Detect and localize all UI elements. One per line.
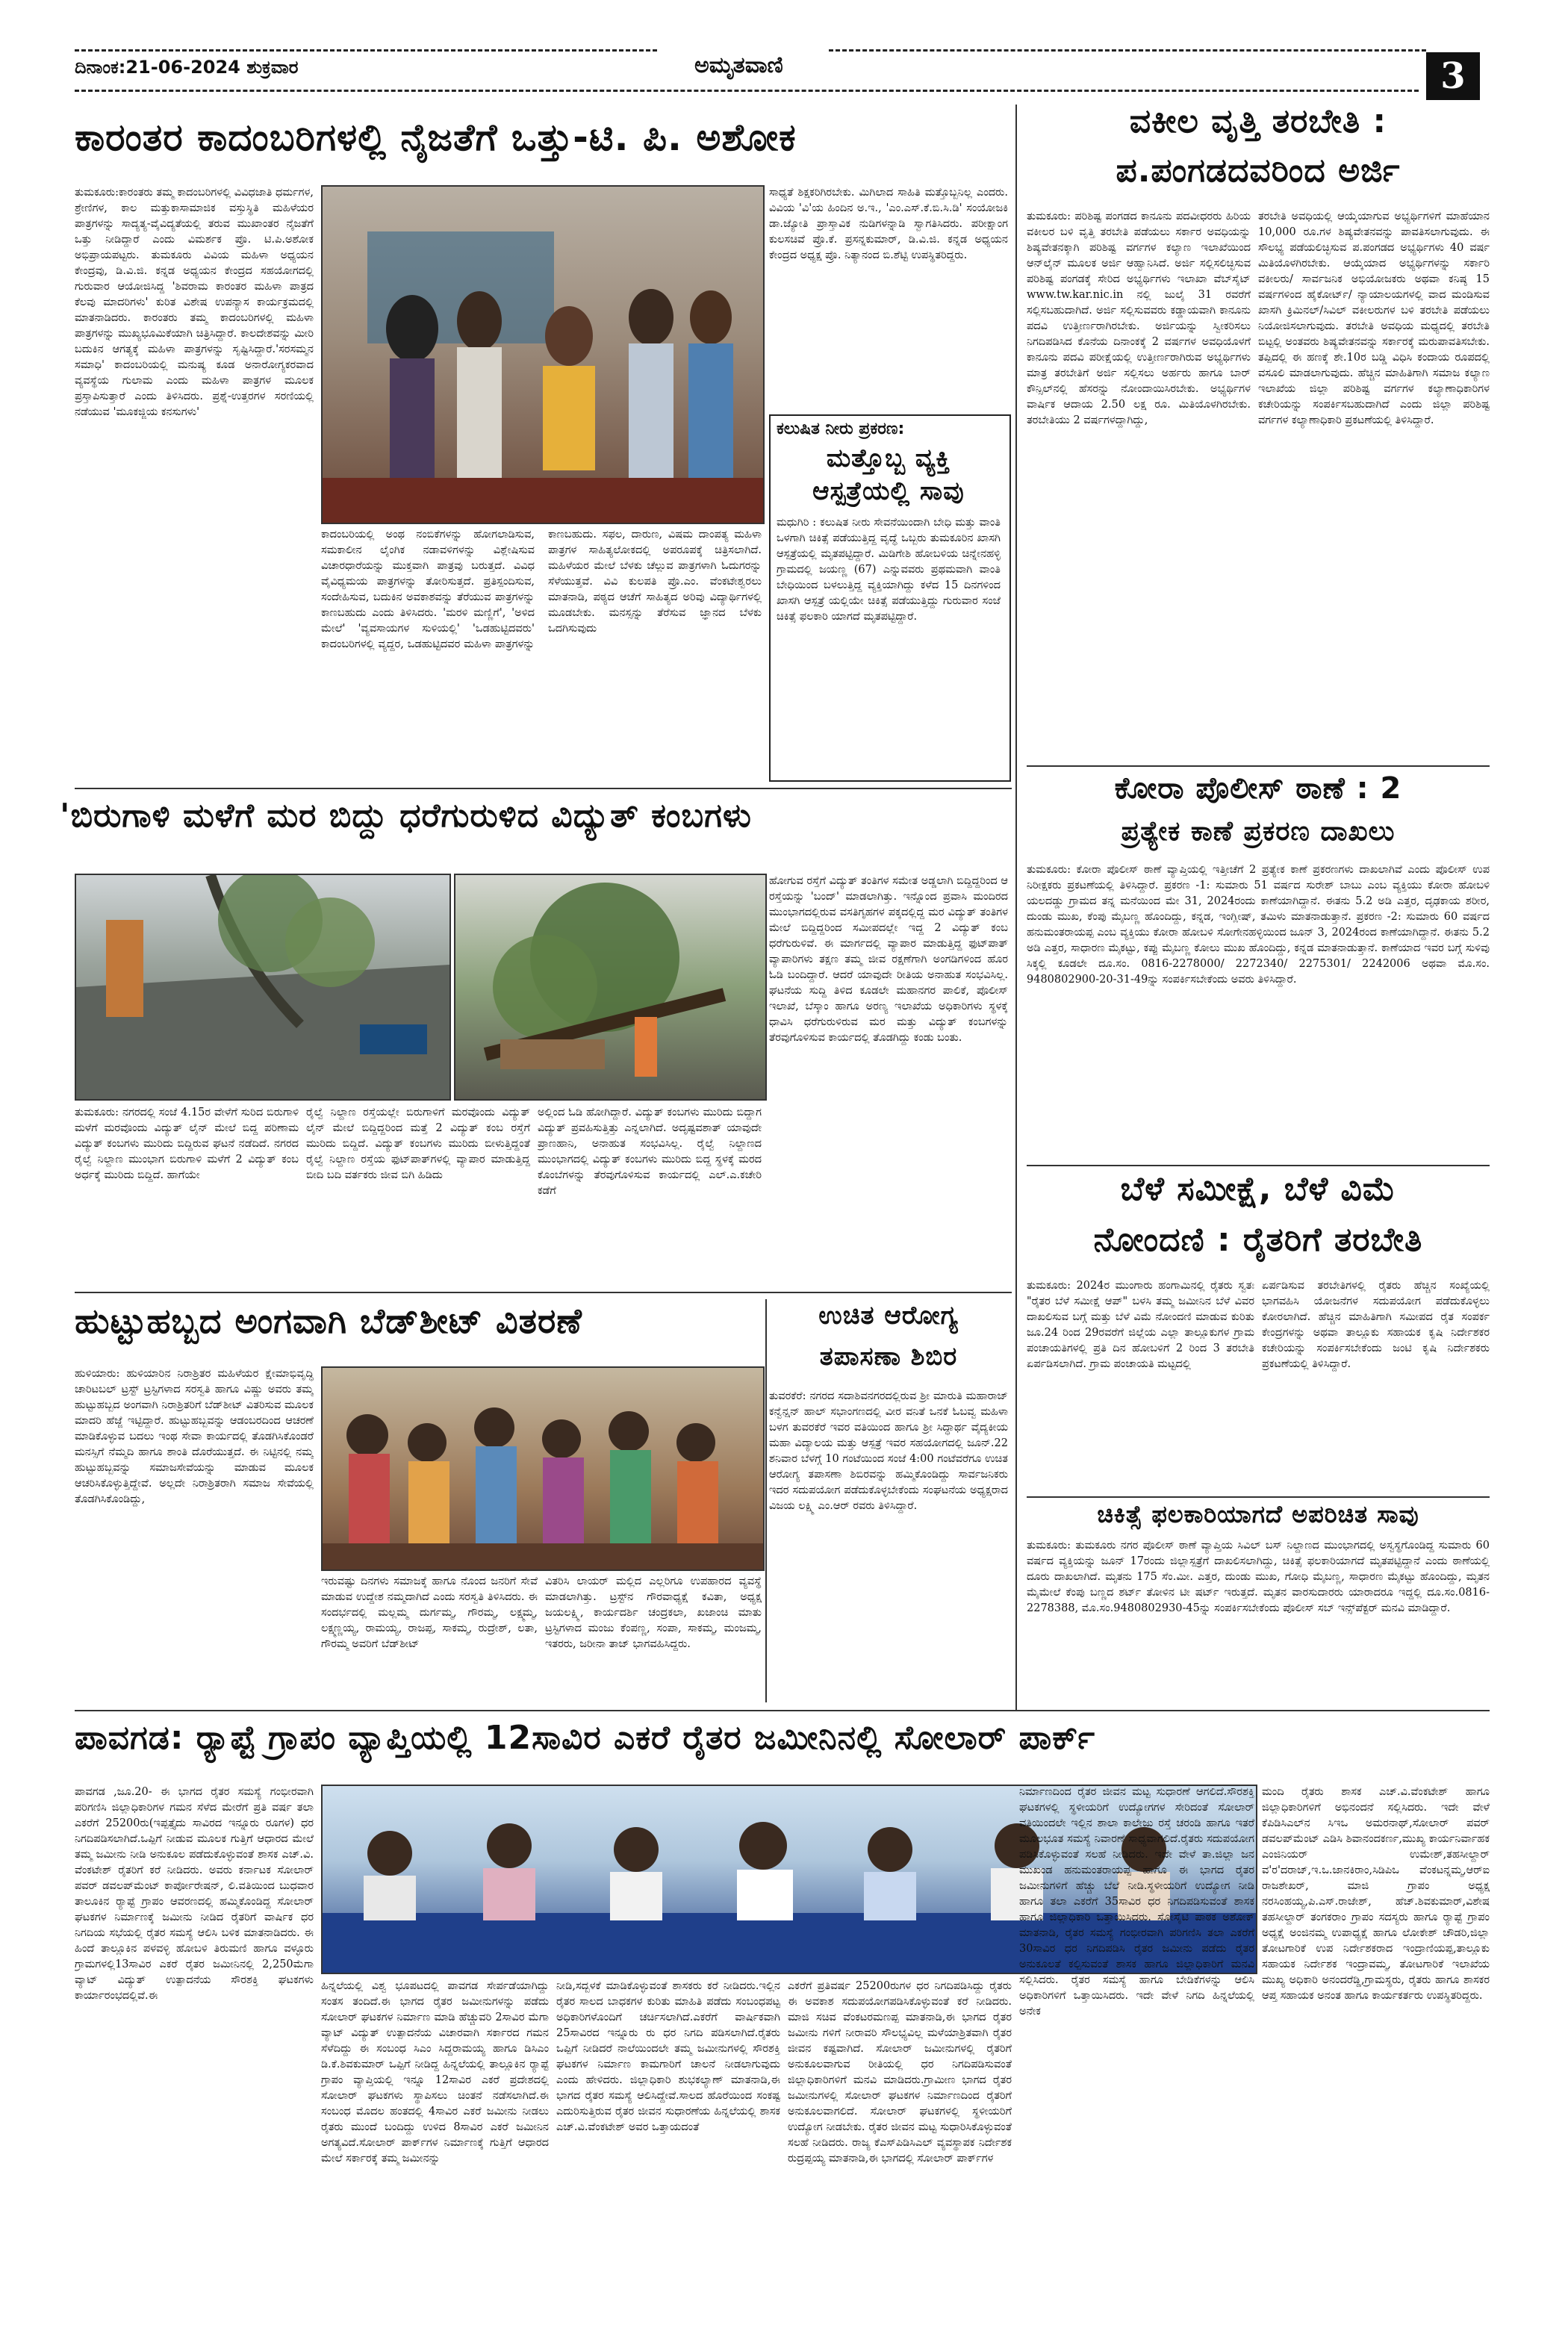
article-kora-headline-1: ಕೋರಾ ಪೊಲೀಸ್ ಠಾಣೆ : 2 [1114, 771, 1402, 806]
top-dashed-rule-left [75, 49, 657, 52]
article-death-body: ತುಮಕೂರು: ತುಮಕೂರು ನಗರ ಪೊಲೀಸ್ ಠಾಣೆ ವ್ಯಾಪ್ತಿಯ ಸಿವಿಲ್ ಬಸ್ ನಿಲ್ದಾಣದ ಮುಂಭಾಗದಲ್ಲಿ ಅಸ್ವಸ್ಥಗೊಂಡಿದ್ದ ಸುಮಾರು 60 ವರ್ಷದ ವ್ಯಕ್ತಿಯನ್ನು ಜೂನ್ 17ರಂದು ಜಿಲ್ಲಾಸ್ಪತ್ರೆಗೆ ದಾಖಲಿಸಲಾಗಿದ್ದು, ಚಿಕಿತ್ಸೆ ಫಲಕಾರಿಯಾಗದೆ ಮೃತಪಟ್ಟಿದ್ದಾನೆ ಎಂದು ಠಾಣೆಯಲ್ಲಿ ದೂರು ದಾಖಲಾಗಿದೆ. ಮೃತನು 175 ಸೆಂ.ಮೀ. ಎತ್ತರ, ದುಂಡು ಮುಖ, ಗೋಧಿ ಮೈಬಣ್ಣ, ಸಾಧಾರಣ ಮೈಕಟ್ಟು ಹೊಂದಿದ್ದು, ಮೃತನ ಮೈಮೇಲೆ ಕೆಂಪು ಬಣ್ಣದ ಶರ್ಟ್ ತೋಳಿನ ಟೀ ಷರ್ಟ್ ಇರುತ್ತದೆ. ಮೃತನ ವಾರಸುದಾರರು ಯಾರಾದರೂ ಇದ್ದಲ್ಲಿ ದೂ.ಸಂ.0816-2278388, ಮೊ.ಸಂ.9480802930-45ನ್ನು ಸಂಪರ್ಕಿಸಬೇಕೆಂದು ಪೊಲೀಸ್ ಸಬ್ ಇನ್ಸ್‌ಪೆಕ್ಟರ್ ಮನವಿ ಮಾಡಿದ್ದಾರೆ. [1027, 1540, 1490, 1614]
article-solar-col6: ಮಂದಿ ರೈತರು ಶಾಸಕ ಎಚ್.ವಿ.ವೆಂಕಟೇಶ್ ಹಾಗೂ ಜಿಲ್ಲಾಧಿಕಾರಿಗಳಿಗೆ ಅಭಿನಂದನೆ ಸಲ್ಲಿಸಿದರು. ಇದೇ ವೇಳೆ ಕೆಪಿಡಿಸಿಎಲ್‌ನ ಸಿಇಒ ಅಮರನಾಥ್,ಸೋಲಾರ್ ಪವರ್ ಡವಲಪ್‌ಮೆಂಟ್ ಎಡಿಸಿ ಶಿವಾನಂದಕರ್ಣ,ಮುಖ್ಯ ಕಾರ್ಯನಿರ್ವಾಹಕ ಎಂಜಿನಿಯರ್ ಉಮೇಶ್,ತಹಸೀಲ್ದಾರ್ ವ'ರ'ದರಾಜ್,ಇ.ಒ.ಜಾನಕಿರಾಂ,ಸಿಡಿಪಿಒ ವೆಂಕಟನ್ನಮ್ಮ,ಆರ್‌ಐ ರಾಜಶೇಖರ್, ಮಾಜಿ ಗ್ರಾಪಂ ಅಧ್ಯಕ್ಷ ನರಸಿಂಹಯ್ಯ,ಪಿ.ಎಸ್.ರಾಜೇಶ್, ಹೆಚ್.ಶಿವಕುಮಾರ್,ವಿಶೇಷ ತಹಸೀಲ್ದಾರ್ ತಂಗಕರಾಂ ಗ್ರಾಪಂ ಸದಸ್ಯರು ಹಾಗೂ ರ‍್ಯಾಪ್ಟೆ ಗ್ರಾಪಂ ಅಧ್ಯಕ್ಷೆ ಅಂಜಿನಮ್ಮ ಉಪಾಧ್ಯಕ್ಷೆ ಹಾಗೂ ಲೋಕೇಶ್ ಚೌಡರಿ,ಜಿಲ್ಲಾ ತೋಟಗಾರಿಕೆ ಉಪ ನಿರ್ದೇಶಕರಾದ ಇಂದ್ರಾಣಿಯಪ್ಪ,ತಾಲ್ಲೂಕು ಸಹಾಯಕ ನಿರ್ದೇಶಕ ಇಂದ್ರಾವಮ್ಮ, ತೋಟಗಾರಿಕೆ ಇಲಾಖೆಯ ಮುಖ್ಯ ಅಧಿಕಾರಿ ಅನಂದರೆಡ್ಡಿ,ಗ್ರಾಮಸ್ಥರು, ರೈತರು ಹಾಗೂ ಶಾಸಕರ ಆಪ್ತ ಸಹಾಯಕ ಅನಂತ ಹಾಗೂ ಕಾರ್ಯಕರ್ತರು ಉಪಸ್ಥಿತರಿದ್ದರು. [1262, 1786, 1490, 2002]
top-dashed-rule-right [829, 49, 1426, 52]
event-photo [321, 185, 765, 524]
article-health-headline-1: ಉಚಿತ ಆರೋಗ್ಯ [818, 1301, 959, 1331]
article-karanth-below-photo: ಕಾದಂಬರಿಯಲ್ಲಿ ಅಂಥ ನಂಬಿಕೆಗಳನ್ನು ಹೋಗಲಾಡಿಸುವ, ಸಮಕಾಲೀನ ಲೈಂಗಿಕ ನಡಾವಳಿಗಳನ್ನು ವಿಶ್ಲೇಷಿಸುವ ವಿಚಾರಧಾರೆಯನ್ನು ಮುಕ್ತವಾಗಿ ಪಾತ್ರವು ಬರುತ್ತದೆ. ವಿವಿಧ ವೈವಿಧ್ಯಮಯ ಪಾತ್ರಗಳನ್ನು ತೋರಿಸುತ್ತದೆ. ಪ್ರತಿಸ್ಪಂದಿಸುವ, ಸಂದೇಹಿಸುವ, ಬದುಕಿನ ಅವಕಾಶವನ್ನು ತೆರೆಯುವ ಪಾತ್ರಗಳನ್ನು ಕಾಣಬಹುದು ಎಂದು ತಿಳಿಸಿದರು. 'ಮರಳಿ ಮಣ್ಣಿಗೆ', 'ಅಳಿದ ಮೇಲೆ' 'ವ್ಯವಸಾಯಗಳ ಸುಳಿಯಲ್ಲಿ' 'ಒಡಹುಟ್ಟಿದವರು' ಕಾದಂಬರಿಗಳಲ್ಲಿ ವ್ಯದ್ದರ, ಒಡಹುಟ್ಟಿದವರ ಮಹಿಳಾ ಪಾತ್ರಗಳನ್ನು ಕಾಣಬಹುದು. ಸಫಲ, ದಾರುಣ, ವಿಷಮ ದಾಂಪತ್ಯ ಮಹಿಳಾ ಪಾತ್ರಗಳ ಸಾಹಿತ್ಯಲೋಕದಲ್ಲಿ ಅಪರೂಪಕ್ಕೆ ಚಿತ್ರಿಸಲಾಗಿದೆ. ಮಹಿಳೆಯರ ಮೇಲೆ ಬೆಳಕು ಚೆಲ್ಲುವ ಪಾತ್ರಗಳಾಗಿ ಓದುಗರನ್ನು ಸೆಳೆಯುತ್ತವೆ. ವಿವಿ ಕುಲಪತಿ ಪ್ರೊ.ಎಂ. ವೆಂಕಟೇಶ್ವರಲು ಮಾತನಾಡಿ, ಪಠ್ಯದ ಆಚೆಗೆ ಸಾಹಿತ್ಯದ ಅರಿವು ವಿದ್ಯಾರ್ಥಿಗಳಲ್ಲಿ ಮೂಡಬೇಕು. ಮನಸ್ಸನ್ನು ತೆರೆಸುವ ಜ್ಞಾನದ ಬೆಳಕು ಒದಗಿಸುವುದು [321, 529, 762, 650]
article-lawyer-headline-2: ಪ.ಪಂಗಡದವರಿಂದ ಅರ್ಜಿ [1116, 152, 1401, 190]
column-rule-right [1015, 105, 1017, 1710]
rule-under-kora [1027, 1165, 1490, 1166]
article-solar-col1: ಪಾವಗಡ ,ಜೂ.20- ಈ ಭಾಗದ ರೈತರ ಸಮಸ್ಯೆ ಗಂಭೀರವಾಗಿ ಪರಿಗಣಿಸಿ ಜಿಲ್ಲಾಧಿಕಾರಿಗಳ ಗಮನ ಸೆಳೆದ ಮೇರೆಗೆ ಪ್ರತಿ ವರ್ಷ ತಲಾ ಎಕರೆಗೆ 25200ರು(ಇಪ್ಪತ್ತೈದು ಸಾವಿರದ ಇನ್ನೂರು ರೂಗಳ) ಧರ ನಿಗದಿಪಡಿಸಲಾಗಿದೆ.ಒಪ್ಪಿಗೆ ನೀಡುವ ಮೂಲಕ ಗುತ್ತಿಗೆ ಆಧಾರದ ಮೇಲೆ ತಮ್ಮ ಜಮೀನು ನೀಡಿ ಅನುಕೂಲ ಪಡೆದುಕೊಳ್ಳುವಂತೆ ಶಾಸಕ ಎಚ್.ವಿ. ವೆಂಕಟೇಶ್ ರೈತರಿಗೆ ಕರೆ ನೀಡಿದರು. ಅವರು ಕರ್ನಾಟಕ ಸೋಲಾರ್ ಪವರ್ ಡವಲಪ್‌ಮೆಂಟ್ ಕಾರ್ಪೋರೇಷನ್, ಲಿ.ವತಿಯಿಂದ ಬುಧವಾರ ತಾಲೂಕಿನ ರ‍್ಯಾಪ್ಟೆ ಗ್ರಾಪಂ ಆವರಣದಲ್ಲಿ ಹಮ್ಮಿಕೊಂಡಿದ್ದ ಸೋಲಾರ್ ಘಟಕಗಳ ನಿರ್ಮಾಣಕ್ಕೆ ಜಮೀನು ನೀಡಿದ ರೈತರಿಗೆ ವಾರ್ಷಿಕ ಧರ ನಿಗದಿಯ ಸಭೆಯಲ್ಲಿ ರೈತರ ಸಮಸ್ಯೆ ಆಲಿಸಿ ಬಳಿಕ ಮಾತನಾಡಿದರು. ಈ ಹಿಂದೆ ತಾಲ್ಲೂಕಿನ ಪಳವಳ್ಳಿ ಹೋಬಳಿ ತಿರುಮಣಿ ಹಾಗೂ ವಳ್ಳೂರು ಗ್ರಾಮಗಳಲ್ಲಿ13ಸಾವಿರ ಎಕರೆ ರೈತರ ಜಮೀನಿನಲ್ಲಿ 2,250ಮೆಗಾ ವ್ಯಾಟ್ ವಿದ್ಯುತ್ ಉತ್ಪಾದನೆಯ ಸೌರಶಕ್ತಿ ಘಟಕಗಳು ಕಾರ್ಯಾರಂಭದಲ್ಲಿವೆ.ಈ [75, 1786, 314, 2002]
article-bedsheet-headline: ಹುಟ್ಟುಹಬ್ಬದ ಅಂಗವಾಗಿ ಬೆಡ್‌ಶೀಟ್ ವಿತರಣೆ [75, 1301, 582, 1341]
newspaper-name: ಅಮೃತವಾಣಿ [694, 52, 783, 78]
page-number: 3 [1426, 52, 1480, 100]
article-storm-headline: 'ಬಿರುಗಾಳಿ ಮಳೆಗೆ ಮರ ಬಿದ್ದು ಧರೆಗುರುಳಿದ ವಿದ್ಯುತ್ ಕಂಬಗಳು [60, 797, 752, 835]
article-crop-col1: ತುಮಕೂರು: 2024ರ ಮುಂಗಾರು ಹಂಗಾಮಿನಲ್ಲಿ ರೈತರು ಸ್ವತಃ "ರೈತರ ಬೆಳೆ ಸಮೀಕ್ಷೆ ಆಪ್" ಬಳಸಿ ತಮ್ಮ ಜಮೀನಿನ ಬೆಳೆ ವಿವರ ದಾಖಲಿಸುವ ಬಗ್ಗೆ ಮತ್ತು ಬೆಳೆ ವಿಮೆ ನೋಂದಣಿ ಮಾಡುವ ಕುರಿತು ಜೂ.24 ರಿಂದ 29ರವರೆಗೆ ಜಿಲ್ಲೆಯ ಎಲ್ಲಾ ತಾಲ್ಲೂಕುಗಳ ಗ್ರಾಮ ಪಂಚಾಯತಿಗಳಲ್ಲಿ ಪ್ರತಿ ದಿನ ಹೋಬಳಿಗೆ 2 ರಿಂದ 3 ತರಬೇತಿ ಏರ್ಪಡಿಸಲಾಗಿದೆ. ಗ್ರಾಮ ಪಂಚಾಯತಿ ಮಟ್ಟದಲ್ಲಿ [1027, 1280, 1254, 1370]
article-karanth-headline: ಕಾರಂತರ ಕಾದಂಬರಿಗಳಲ್ಲಿ ನೈಜತೆಗೆ ಒತ್ತು-ಟಿ. ಪಿ. ಅಶೋಕ [75, 116, 797, 159]
bedsheet-photo [321, 1366, 765, 1571]
article-health-headline-2: ತಪಾಸಣಾ ಶಿಬಿರ [819, 1342, 958, 1372]
article-death-headline: ಚಿಕಿತ್ಸೆ ಫಲಕಾರಿಯಾಗದೆ ಅಪರಿಚಿತ ಸಾವು [1097, 1500, 1419, 1528]
rule-under-crop [1027, 1496, 1490, 1498]
article-solar-headline: ಪಾವಗಡ: ರ‍್ಯಾಪ್ಟೆ ಗ್ರಾಪಂ ವ್ಯಾಪ್ತಿಯಲ್ಲಿ 12ಸಾವಿರ ಎಕರೆ ರೈತರ ಜಮೀನಿನಲ್ಲಿ ಸೋಲಾರ್ ಪಾರ್ಕ್ [75, 1719, 1096, 1757]
issue-date: ದಿನಾಂಕ:21-06-2024 ಶುಕ್ರವಾರ [75, 57, 299, 78]
storm-photo-right-art [455, 875, 765, 1099]
article-storm-col3: ಅಲ್ಲಿಂದ ಓಡಿ ಹೋಗಿದ್ದಾರೆ. ವಿದ್ಯುತ್ ಕಂಬಗಳು ಮುರಿದು ಬಿದ್ದಾಗ ವಿದ್ಯುತ್ ಪ್ರವಹಿಸುತ್ತಿತ್ತು ಎನ್ನಲಾಗಿದೆ. ಅದೃಷ್ಟವಶಾತ್ ಯಾವುದೇ ಪ್ರಾಣಹಾನಿ, ಅನಾಹುತ ಸಂಭವಿಸಿಲ್ಲ. ರೈಲ್ವೆ ನಿಲ್ದಾಣದ ಮುಂಭಾಗದಲ್ಲಿ ವಿದ್ಯುತ್ ಕಂಬಗಳು ಮುರಿದು ಬಿದ್ದ ಸ್ಥಳಕ್ಕೆ ಮರದ ಕೊಂಬೆಗಳನ್ನು ತೆರವುಗೊಳಿಸುವ ಕಾರ್ಯದಲ್ಲಿ ಎಲ್.ಎ.ಕಚೇರಿ ಕಡೆಗೆ [538, 1107, 762, 1197]
article-solar-col3: ನೀಡಿ,ಸದ್ಬಳಕೆ ಮಾಡಿಕೊಳ್ಳುವಂತೆ ಶಾಸಕರು ಕರೆ ನೀಡಿದರು.ಇಲ್ಲಿನ ರೈತರ ಸಾಲದ ಬಾಧಕಗಳ ಕುರಿತು ಮಾಹಿತಿ ಪಡೆದು ಸಂಬಂಧಪಟ್ಟ ಅಧಿಕಾರಿಗಳೊಂದಿಗೆ ಚರ್ಚಿಸಲಾಗಿದೆ.ಎಕರೆಗೆ ವಾರ್ಷಿಕವಾಗಿ 25ಸಾವಿರದ ಇನ್ನೂರು ರು ಧರ ನಿಗದಿ ಪಡಿಸಲಾಗಿದೆ.ರೈತರು ಒಪ್ಪಿಗೆ ನೀಡಿದರೆ ನಾಲೆಯಿಂದಲೇ ತಮ್ಮ ಜಮೀನುಗಳಲ್ಲಿ ಸೌರಶಕ್ತಿ ಘಟಕಗಳ ನಿರ್ಮಾಣ ಕಾಮಗಾರಿಗೆ ಚಾಲನೆ ನೀಡಲಾಗುವುದು ಎಂದು ಹೇಳಿದರು. ಜಿಲ್ಲಾಧಿಕಾರಿ ಶುಭಕಲ್ಯಾಣ್ ಮಾತನಾಡಿ,ಈ ಭಾಗದ ರೈತರ ಸಮಸ್ಯೆ ಆಲಿಸಿದ್ದೇವೆ.ಸಾಲದ ಹೊರೆಯಿಂದ ಸಂಕಷ್ಟ ಎದುರಿಸುತ್ತಿರುವ ರೈತರ ಜೀವನ ಸುಧಾರಣೆಯ ಹಿನ್ನಲೆಯಲ್ಲಿ ಶಾಸಕ ಎಚ್.ವಿ.ವೆಂಕಟೇಶ್ ಅವರ ಒತ್ತಾಯದಂತೆ [556, 1980, 780, 2133]
article-crop-headline-2: ನೋಂದಣಿ : ರೈತರಿಗೆ ತರಬೇತಿ [1093, 1221, 1423, 1259]
rule-under-row [75, 1710, 1490, 1711]
article-kora-body: ತುಮಕೂರು: ಕೋರಾ ಪೊಲೀಸ್ ಠಾಣೆ ವ್ಯಾಪ್ತಿಯಲ್ಲಿ ಇತ್ತೀಚೆಗೆ 2 ಪ್ರತ್ಯೇಕ ಕಾಣೆ ಪ್ರಕರಣಗಳು ದಾಖಲಾಗಿವೆ ಎಂದು ಪೊಲೀಸ್ ಉಪ ನಿರೀಕ್ಷಕರು ಪ್ರಕಟಣೆಯಲ್ಲಿ ತಿಳಿಸಿದ್ದಾರೆ. ಪ್ರಕರಣ -1: ಸುಮಾರು 51 ವರ್ಷದ ಸುರೇಶ್ ಬಾಬು ಎಂಬ ವ್ಯಕ್ತಿಯು ಕೋರಾ ಹೋಬಳಿ ಯಲದಡ್ಡು ಗ್ರಾಮದ ತನ್ನ ಮನೆಯಿಂದ ಮೇ 31, 2024ರಂದು ಕಾಣೆಯಾಗಿದ್ದಾನೆ. ಈತನು 5.2 ಅಡಿ ಎತ್ತರ, ದೃಢಕಾಯ ಶರೀರ, ದುಂಡು ಮುಖ, ಕೆಂಪು ಮೈಬಣ್ಣ ಹೊಂದಿದ್ದು, ಕನ್ನಡ, ಇಂಗ್ಲೀಷ್, ತಮಿಳು ಮಾತನಾಡುತ್ತಾನೆ. ಪ್ರಕರಣ -2: ಸುಮಾರು 60 ವರ್ಷದ ಹನುಮಂತರಾಯಪ್ಪ ಎಂಬ ವ್ಯಕ್ತಿಯು ಕೋರಾ ಹೋಬಳಿ ಸೋಗೇನಹಳ್ಳಿಯಿಂದ ಜೂನ್ 3, 2024ರಂದ ಕಾಣೆಯಾಗಿದ್ದಾನೆ. ಈತನು 5.2 ಅಡಿ ಎತ್ತರ, ಸಾಧಾರಣ ಮೈಕಟ್ಟು, ಕಪ್ಪು ಮೈಬಣ್ಣ ಕೋಲು ಮುಖ ಹೊಂದಿದ್ದು, ಕನ್ನಡ ಮಾತನಾಡುತ್ತಾನೆ. ಕಾಣೆಯಾದ ಇವರ ಬಗ್ಗೆ ಸುಳಿವು ಸಿಕ್ಕಲ್ಲಿ ಕೂಡಲೇ ದೂ.ಸಂ. 0816-2278000/ 2272340/ 2275301/ 2242006 ಅಥವಾ ಮೊ.ಸಂ. 9480802900-20-31-49ನ್ನು ಸಂಪರ್ಕಿಸಬೇಕೆಂದು ಅವರು ತಿಳಿಸಿದ್ದಾರೆ. [1027, 864, 1490, 986]
article-lawyer-col1: ತುಮಕೂರು: ಪರಿಶಿಷ್ಟ ಪಂಗಡದ ಕಾನೂನು ಪದವೀಧರರು ಹಿರಿಯ ವಕೀಲರ ಬಳಿ ವೃತ್ತಿ ತರಬೇತಿ ಪಡೆಯಲು ಸರ್ಕಾರ ಅವಧಿಯನ್ನು ಶಿಷ್ಯವೇತನಕ್ಕಾಗಿ ಪರಿಶಿಷ್ಟ ವರ್ಗಗಳ ಕಲ್ಯಾಣ ಇಲಾಖೆಯಿಂದ ಆನ್‌ಲೈನ್ ಮೂಲಕ ಅರ್ಜಿ ಆಹ್ವಾನಿಸಿದೆ. ಅರ್ಜಿ ಸಲ್ಲಿಸಲಿಚ್ಛಿಸುವ ಪರಿಶಿಷ್ಟ ಪಂಗಡಕ್ಕೆ ಸೇರಿದ ಅಭ್ಯರ್ಥಿಗಳು ಇಲಾಖಾ ವೆಬ್‌ಸೈಟ್ www.tw.kar.nic.in ನಲ್ಲಿ ಜುಲೈ 31 ರವರೆಗೆ ಸಲ್ಲಿಸಬಹುದಾಗಿದೆ. ಅರ್ಜಿ ಸಲ್ಲಿಸುವವರು ಕಡ್ಡಾಯವಾಗಿ ಕಾನೂನು ಪದವಿ ಉತ್ತೀರ್ಣರಾಗಿರಬೇಕು. ಅರ್ಜಿಯನ್ನು ಸ್ವೀಕರಿಸಲು ನಿಗದಿಪಡಿಸಿದ ಕೊನೆಯ ದಿನಾಂಕಕ್ಕೆ 2 ವರ್ಷಗಳ ಅವಧಿಯೊಳಗೆ ಕಾನೂನು ಪದವಿ ಪರೀಕ್ಷೆಯಲ್ಲಿ ಉತ್ತೀರ್ಣರಾಗಿರುವ ಅಭ್ಯರ್ಥಿಗಳು ಮಾತ್ರ ತರಬೇತಿಗೆ ಅರ್ಜಿ ಸಲ್ಲಿಸಲು ಅರ್ಹರು ಹಾಗೂ ಬಾರ್ ಕೌನ್ಸಿಲ್‌ನಲ್ಲಿ ಹೆಸರನ್ನು ನೋಂದಾಯಿಸಿರಬೇಕು. ಅಭ್ಯರ್ಥಿಗಳ ವಾರ್ಷಿಕ ಆದಾಯ 2.50 ಲಕ್ಷ ರೂ. ಮಿತಿಯೊಳಗಿರಬೇಕು. ತರಬೇತಿಯು 2 ವರ್ಷಗಳದ್ದಾಗಿದ್ದು, [1027, 211, 1251, 426]
article-solar-col2: ಹಿನ್ನಲೆಯಲ್ಲಿ ವಿಶ್ವ ಭೂಪಟದಲ್ಲಿ ಪಾವಗಡ ಸೇರ್ಪಡೆಯಾಗಿದ್ದು ಸಂತಸ ತಂದಿದೆ.ಈ ಭಾಗದ ರೈತರ ಜಮೀನುಗಳನ್ನು ಪಡೆದು ಸೋಲಾರ್ ಘಟಕಗಳ ನಿರ್ಮಾಣ ಮಾಡಿ ಹೆಚ್ಚುವರಿ 2ಸಾವಿರ ಮೆಗಾ ವ್ಯಾಟ್ ವಿದ್ಯುತ್ ಉತ್ಪಾದನೆಯ ವಿಚಾರವಾಗಿ ಸರ್ಕಾರದ ಗಮನ ಸೆಳೆದಿದ್ದು ಈ ಸಂಬಂಧ ಸಿಎಂ ಸಿದ್ದರಾಮಯ್ಯ ಹಾಗೂ ಡಿಸಿಎಂ ಡಿ.ಕೆ.ಶಿವಕುಮಾರ್ ಒಪ್ಪಿಗೆ ನೀಡಿದ್ದ ಹಿನ್ನಲೆಯಲ್ಲಿ ತಾಲ್ಲೂಕಿನ ರ‍್ಯಾಪ್ಟೆ ಗ್ರಾಪಂ ವ್ಯಾಪ್ತಿಯಲ್ಲಿ ಇನ್ನೂ 12ಸಾವಿರ ಎಕರೆ ಪ್ರದೇಶದಲ್ಲಿ ಸೋಲಾರ್ ಘಟಕಗಳು ಸ್ಥಾಪಿಸಲು ಚಿಂತನೆ ನಡೆಸಲಾಗಿದೆ.ಈ ಸಂಬಂಧ ಮೊದಲ ಹಂತದಲ್ಲಿ 4ಸಾವಿರ ಎಕರೆ ಜಮೀನು ನೀಡಲು ರೈತರು ಮುಂದೆ ಬಂದಿದ್ದು ಉಳಿದ 8ಸಾವಿರ ಎಕರೆ ಜಮೀನಿನ ಅಗತ್ಯವಿದೆ.ಸೋಲಾರ್ ಪಾರ್ಕ್‌ಗಳ ನಿರ್ಮಾಣಕ್ಕೆ ಗುತ್ತಿಗೆ ಆಧಾರದ ಮೇಲೆ ಸರ್ಕಾರಕ್ಕೆ ತಮ್ಮ ಜಮೀನನ್ನು [321, 1980, 549, 2165]
rule-under-lawyer [1027, 765, 1490, 767]
article-water-body: ಮಧುಗಿರಿ : ಕಲುಷಿತ ನೀರು ಸೇವನೆಯಿಂದಾಗಿ ಬೇಧಿ ಮತ್ತು ವಾಂತಿ ಒಳಗಾಗಿ ಚಿಕಿತ್ಸೆ ಪಡೆಯುತ್ತಿದ್ದ ವೃದ್ಧೆ ಒಬ್ಬರು ತುಮಕೂರಿನ ಖಾಸಗಿ ಆಸ್ಪತ್ರೆಯಲ್ಲಿ ಮೃತಪಟ್ಟಿದ್ದಾರೆ. ಮಿಡಿಗೇಶಿ ಹೋಬಳಿಯ ಚಿನ್ನೇನಹಳ್ಳಿ ಗ್ರಾಮದಲ್ಲಿ ಜಯಣ್ಣ (67) ಎನ್ನುವವರು ಪ್ರಥಮವಾಗಿ ವಾಂತಿ ಬೇಧಿಯಿಂದ ಬಳಲುತ್ತಿದ್ದ ವ್ಯಕ್ತಿಯಾಗಿದ್ದು ಕಳೆದ 15 ದಿನಗಳಿಂದ ಖಾಸಗಿ ಆಸ್ಪತ್ರೆ ಯಲ್ಲಿಯೇ ಚಿಕಿತ್ಸೆ ಪಡೆಯುತ್ತಿದ್ದು ಗುರುವಾರ ಸಂಜೆ ಚಿಕಿತ್ಸೆ ಫಲಕಾರಿ ಯಾಗದೆ ಮೃತಪಟ್ಟಿದ್ದಾರೆ. [777, 517, 1001, 623]
article-karanth-col1: ತುಮಕೂರು:ಕಾರಂತರು ತಮ್ಮ ಕಾದಂಬರಿಗಳಲ್ಲಿ ವಿವಿಧಜಾತಿ ಧರ್ಮಗಳ, ಶ್ರೇಣಿಗಳ, ಕಾಲ ಮತ್ತುಕಾಸಾಮಾಜಿಕ ವಸ್ತುಸ್ಥಿತಿ ಮಹಿಳೆಯರ ಪಾತ್ರಗಳನ್ನು ಸಾದ್ಯತ್ಯ-ವೈವಿದ್ಯತೆಯಲ್ಲಿ ತರುವ ಮುಖಾಂತರ ನೈಜತೆಗೆ ಒತ್ತು ನೀಡಿದ್ದಾರೆ ಎಂದು ವಿಮರ್ಶಕ ಪ್ರೊ. ಟಿ.ಪಿ.ಅಶೋಕ ಅಭಿಪ್ರಾಯಪಟ್ಟರು. ತುಮಕೂರು ವಿವಿಯ ಮಹಿಳಾ ಅಧ್ಯಯನ ಕೇಂದ್ರವು, ಡಿ.ವಿ.ಜಿ. ಕನ್ನಡ ಅಧ್ಯಯನ ಕೇಂದ್ರದ ಸಹಯೋಗದಲ್ಲಿ ಗುರುವಾರ ಆಯೋಜಿಸಿದ್ದ 'ಶಿವರಾಮ ಕಾರಂತರ ಮಹಿಳಾ ಪಾತ್ರದ ಕೆಲವು ಮಾದರಿಗಳು' ಕುರಿತ ವಿಶೇಷ ಉಪನ್ಯಾಸ ಕಾರ್ಯಕ್ರಮದಲ್ಲಿ ಮಾತನಾಡಿದರು. ಕಾರಂತರು ತಮ್ಮ ಕಾದಂಬರಿಗಳಲ್ಲಿ ಮಹಿಳಾ ಪಾತ್ರಗಳನ್ನು ಮುಖ್ಯಭೂಮಿಕೆಯಾಗಿ ಚಿತ್ರಿಸಿದ್ದಾರೆ. ಕಾಲದೇಶವನ್ನು ಮೀರಿ ಬದುಕಿನ ಆಗತ್ಯಕ್ಕೆ ಮಹಿಳಾ ಪಾತ್ರಗಳನ್ನು ಸೃಷ್ಟಿಸಿದ್ದಾರೆ.'ಸರಸಮ್ಮನ ಸಮಾಧಿ' ಕಾದಂಬರಿಯಲ್ಲಿ ಮನುಷ್ಯ ಕೂಡ ಅನಾರೋಗ್ಯಕರವಾದ ವ್ಯವಸ್ಥೆಯ ಗುಲಾಮ ಎಂದು ಮಹಿಳಾ ಪಾತ್ರಗಳ ಮೂಲಕ ಪ್ರಸ್ತಾಪಿಸುತ್ತಾರೆ ಎಂದು ತಿಳಿಸಿದರು. ಪ್ರಶ್ನೆ-ಉತ್ತರಗಳ ಸರಣಿಯಲ್ಲಿ ನಡೆಯುವ 'ಮೂಕಜ್ಜಿಯ ಕನಸುಗಳು' [75, 187, 314, 418]
masthead [0, 0, 1568, 105]
article-crop-headline-1: ಬೆಳೆ ಸಮೀಕ್ಷೆ, ಬೆಳೆ ವಿಮೆ [1120, 1170, 1396, 1208]
rule-under-karanth [75, 788, 1012, 789]
article-water-kicker: ಕಲುಷಿತ ನೀರು ಪ್ರಕರಣ: [777, 420, 905, 438]
article-solar-col4: ಎಕರೆಗೆ ಪ್ರತಿವರ್ಷ 25200ರುಗಳ ಧರ ನಿಗದಿಪಡಿಸಿದ್ದು ರೈತರು ಈ ಅವಕಾಶ ಸದುಪಯೋಗಪಡಿಸಿಕೊಳ್ಳುವಂತೆ ಕರೆ ನೀಡಿದರು. ಮಾಜಿ ಸಚಿವ ವೆಂಕಟರಮಣಪ್ಪ ಮಾತನಾಡಿ,ಈ ಭಾಗದ ರೈತರ ಜಮೀನು ಗಳಿಗೆ ನೀರಾವರಿ ಸೌಲಭ್ಯವಿಲ್ಲ ಮಳೆಯಾಶ್ರಿತವಾಗಿ ರೈತರ ಜೀವನ ಕಷ್ಟವಾಗಿದೆ. ಸೋಲಾರ್ ಜಮೀನುಗಳಲ್ಲಿ ರೈತರಿಗೆ ಅನುಕೂಲವಾಗುವ ರೀತಿಯಲ್ಲಿ ಧರ ನಿಗದಿಪಡಿಸುವಂತೆ ಜಿಲ್ಲಾಧಿಕಾರಿಗಳಿಗೆ ಮನವಿ ಮಾಡಿದರು.ಗ್ರಾಮೀಣ ಭಾಗದ ರೈತರ ಜಮೀನುಗಳಲ್ಲಿ ಸೋಲಾರ್ ಘಟಕಗಳ ನಿರ್ಮಾಣದಿಂದ ರೈತರಿಗೆ ಅನುಕೂಲವಾಗಲಿದೆ. ಸೋಲಾರ್ ಘಟಕಗಳಲ್ಲಿ ಸ್ಥಳೀಯರಿಗೆ ಉದ್ಯೋಗ ನೀಡಬೇಕು. ರೈತರ ಜೀವನ ಮಟ್ಟ ಸುಧಾರಿಸಿಕೊಳ್ಳುವಂತೆ ಸಲಹೆ ನೀಡಿದರು. ರಾಜ್ಯ ಕೆಎಸ್‌ಪಿಡಿಸಿಎಲ್ ವ್ಯವಸ್ಥಾಪಕ ನಿರ್ದೇಶಕ ರುದ್ರಪ್ಪಯ್ಯ ಮಾತನಾಡಿ,ಈ ಭಾಗದಲ್ಲಿ ಸೋಲಾರ್ ಪಾರ್ಕ್‌ಗಳ [788, 1980, 1012, 2165]
article-bedsheet-col2: ಇರುವಷ್ಟು ದಿನಗಳು ಸಮಾಜಕ್ಕೆ ಹಾಗೂ ನೊಂದ ಜನರಿಗೆ ಸೇವೆ ಮಾಡುವ ಉದ್ದೇಶ ನಮ್ಮದಾಗಿದೆ ಎಂದು ಸರಸ್ವತಿ ತಿಳಿಸಿದರು. ಈ ಸಂದರ್ಭದಲ್ಲಿ ಮಲ್ಲಮ್ಮ ದುರ್ಗಮ್ಮ, ಗೌರಮ್ಮ, ಲಕ್ಷ್ಮಮ್ಮ, ಲಕ್ಷ್ಮಣ್ಣಯ್ಯ, ರಾಮಯ್ಯ, ರಾಜಪ್ಪ, ಸಾಕಮ್ಮ, ರುದ್ರೇಶ್, ಲತಾ, ಗೌರಮ್ಮ ಅವರಿಗೆ ಬೆಡ್‌ಶೀಟ್ [321, 1575, 538, 1650]
article-bedsheet-col1: ಹುಳಿಯಾರು: ಹುಳಿಯಾರಿನ ನಿರಾಶ್ರಿತರ ಮಹಿಳೆಯರ ಕ್ಷೇಮಾಭಿವೃದ್ಧಿ ಚಾರಿಟಬಲ್ ಟ್ರಸ್ಟ್ ಟ್ರಸ್ಟಿಗಳಾದ ಸರಸ್ವತಿ ಹಾಗೂ ವಿಷ್ಣು ಅವರು ತಮ್ಮ ಹುಟ್ಟುಹಬ್ಬದ ಅಂಗವಾಗಿ ನಿರಾಶ್ರಿತರಿಗೆ ಬೆಡ್‌ಶೀಟ್ ವಿತರಿಸುವ ಮೂಲಕ ಮಾದರಿ ಹೆಜ್ಜೆ ಇಟ್ಟಿದ್ದಾರೆ. ಹುಟ್ಟುಹಬ್ಬವನ್ನು ಆಡಂಬರದಿಂದ ಆಚರಣೆ ಮಾಡಿಕೊಳ್ಳುವ ಬದಲು ಇಂಥ ಸೇವಾ ಕಾರ್ಯದಲ್ಲಿ ತೊಡಗಿಸಿಕೊಂಡರೆ ಮನಸ್ಸಿಗೆ ನೆಮ್ಮದಿ ಹಾಗೂ ಶಾಂತಿ ದೊರೆಯುತ್ತದೆ. ಈ ನಿಟ್ಟಿನಲ್ಲಿ ನಮ್ಮ ಹುಟ್ಟುಹಬ್ಬವನ್ನು ಸಮಾಜಸೇವೆಯನ್ನು ಮಾಡುವ ಮೂಲಕ ಆಚರಿಸಿಕೊಳ್ಳುತ್ತಿದ್ದೇವೆ. ಅಲ್ಲದೇ ನಿರಾಶ್ರಿತರಾಗಿ ಸಮಾಜ ಸೇವೆಯಲ್ಲಿ ತೊಡಗಿಸಿಕೊಂಡಿದ್ದು, [75, 1368, 314, 1505]
article-storm-col2: ರೈಲ್ವೆ ನಿಲ್ದಾಣ ರಸ್ತೆಯಲ್ಲೇ ಬಿರುಗಾಳಿಗೆ ಮರವೊಂದು ವಿದ್ಯುತ್ ಲೈನ್ ಮೇಲೆ ಬಿದ್ದಿದ್ದರಿಂದ ಮತ್ತೆ 2 ವಿದ್ಯುತ್ ಕಂಬ ರಸ್ತೆಗೆ ಮುರಿದು ಬಿದ್ದಿದೆ. ವಿದ್ಯುತ್ ಕಂಬಗಳು ಮುರಿದು ಬೀಳುತ್ತಿದ್ದಂತೆ ರೈಲ್ವೆ ನಿಲ್ದಾಣ ರಸ್ತೆಯ ಫುಟ್‌ಪಾತ್‌ಗಳಲ್ಲಿ ವ್ಯಾಪಾರ ಮಾಡುತ್ತಿದ್ದ ಬೀದಿ ಬದಿ ವರ್ತಕರು ಜೀವ ಬಿಗಿ ಹಿಡಿದು [306, 1107, 530, 1181]
article-kora-headline-2: ಪ್ರತ್ಯೇಕ ಕಾಣೆ ಪ್ರಕರಣ ದಾಖಲು [1121, 816, 1396, 847]
article-storm-col1: ತುಮಕೂರು: ನಗರದಲ್ಲಿ ಸಂಜೆ 4.15ರ ವೇಳೆಗೆ ಸುರಿದ ಬಿರುಗಾಳಿ ಮಳೆಗೆ ಮರವೊಂದು ವಿದ್ಯುತ್ ಲೈನ್ ಮೇಲೆ ಬಿದ್ದ ಪರಿಣಾಮ ವಿದ್ಯುತ್ ಕಂಬಗಳು ಮುರಿದು ಬಿದ್ದಿರುವ ಘಟನೆ ನಡೆದಿದೆ. ನಗರದ ರೈಲ್ವೆ ನಿಲ್ದಾಣ ಮುಂಭಾಗ ಬಿರುಗಾಳಿ ಮಳೆಗೆ 2 ವಿದ್ಯುತ್ ಕಂಬ ಅರ್ಧಕ್ಕೆ ಮುರಿದು ಬಿದ್ದಿದೆ. ಹಾಗೆಯೇ [75, 1107, 299, 1181]
article-lawyer-col2: ತರಬೇತಿ ಅವಧಿಯಲ್ಲಿ ಆಯ್ಕೆಯಾಗುವ ಅಭ್ಯರ್ಥಿಗಳಿಗೆ ಮಾಹೆಯಾನ 10,000 ರೂ.ಗಳ ಶಿಷ್ಯವೇತನವನ್ನು ಪಾವತಿಸಲಾಗುವುದು. ಈ ಸೌಲಭ್ಯ ಪಡೆಯಲಿಚ್ಛಿಸುವ ಪ.ಪಂಗಡದ ಅಭ್ಯರ್ಥಿಗಳು 40 ವರ್ಷ ಮಿತಿಯೊಳಗಿರಬೇಕು. ಆಯ್ಕೆಯಾದ ಅಭ್ಯರ್ಥಿಗಳನ್ನು ಸರ್ಕಾರಿ ವಕೀಲರು/ ಸಾರ್ವಜನಿಕ ಅಭಿಯೋಜಕರು ಅಥವಾ ಕನಿಷ್ಠ 15 ವರ್ಷಗಳಿಂದ ಹೈಕೋರ್ಟ್/ ನ್ಯಾಯಾಲಯಗಳಲ್ಲಿ ವಾದ ಮಂಡಿಸುವ ಖಾಸಗಿ ಕ್ರಿಮಿನಲ್/ಸಿವಿಲ್ ವಕೀಲರುಗಳ ಬಳಿ ತರಬೇತಿ ಪಡೆಯಲು ನಿಯೋಜಿಸಲಾಗುವುದು. ತರಬೇತಿ ಅವಧಿಯ ಮಧ್ಯದಲ್ಲಿ ತರಬೇತಿ ಬಿಟ್ಟಲ್ಲಿ ಅಂತವರು ಶಿಷ್ಯವೇತನವನ್ನು ಸರ್ಕಾರಕ್ಕೆ ಮರುಪಾವತಿಸಬೇಕು. ತಪ್ಪಿದಲ್ಲಿ ಈ ಹಣಕ್ಕೆ ಶೇ.10ರ ಬಡ್ಡಿ ವಿಧಿಸಿ ಕಂದಾಯ ರೂಪದಲ್ಲಿ ವಸೂಲಿ ಮಾಡಲಾಗುವುದು. ಹೆಚ್ಚಿನ ಮಾಹಿತಿಗಾಗಿ ಸಮಾಜ ಕಲ್ಯಾಣ ಇಲಾಖೆಯ ಜಿಲ್ಲಾ ಪರಿಶಿಷ್ಟ ವರ್ಗಗಳ ಕಲ್ಯಾಣಾಧಿಕಾರಿಗಳ ಕಚೇರಿಯನ್ನು ಸಂಪರ್ಕಿಸಬಹುದಾಗಿದೆ ಎಂದು ಜಿಲ್ಲಾ ಪರಿಶಿಷ್ಟ ವರ್ಗಗಳ ಕಲ್ಯಾಣಾಧಿಕಾರಿ ಪ್ರಕಟಣೆಯಲ್ಲಿ ತಿಳಿಸಿದ್ದಾರೆ. [1258, 211, 1490, 426]
article-water-headline: ಮತ್ತೊಬ್ಬ ವ್ಯಕ್ತಿ ಆಸ್ಪತ್ರೆಯಲ್ಲಿ ಸಾವು [812, 444, 965, 506]
article-crop-col2: ಏರ್ಪಡಿಸುವ ತರಬೇತಿಗಳಲ್ಲಿ ರೈತರು ಹೆಚ್ಚಿನ ಸಂಖ್ಯೆಯಲ್ಲಿ ಭಾಗವಹಿಸಿ ಯೋಜನೆಗಳ ಸದುಪಯೋಗ ಪಡೆದುಕೊಳ್ಳಲು ಕೋರಲಾಗಿದೆ. ಹೆಚ್ಚಿನ ಮಾಹಿತಿಗಾಗಿ ಸಮೀಪದ ರೈತ ಸಂಪರ್ಕ ಕೇಂದ್ರಗಳನ್ನು ಅಥವಾ ತಾಲ್ಲೂಕು ಸಹಾಯಕ ಕೃಷಿ ನಿರ್ದೇಶಕರ ಕಚೇರಿಯನ್ನು ಸಂಪರ್ಕಿಸಬೇಕೆಂದು ಜಂಟಿ ಕೃಷಿ ನಿರ್ದೇಶಕರು ಪ್ರಕಟಣೆಯಲ್ಲಿ ತಿಳಿಸಿದ್ದಾರೆ. [1262, 1280, 1490, 1370]
event-photo-art [323, 187, 763, 523]
article-health-col1: ತುವರಕೆರೆ: ನಗರದ ಸದಾಶಿವನಗರದಲ್ಲಿರುವ ಶ್ರೀ ಮಾರುತಿ ಮಹಾರಾಜ್ ಕನ್ವೆನ್ಷನ್ ಹಾಲ್ ಸಭಾಂಗಣದಲ್ಲಿ ವೀರ ವನಿತೆ ಒನಕೆ ಓಬವ್ವ ಮಹಿಳಾ ಬಳಗ ತುವರಕೆರೆ ಇವರ ವತಿಯಿಂದ ಹಾಗೂ ಶ್ರೀ ಸಿದ್ಧಾರ್ಥ ವೈದ್ಯಕೀಯ ಮಹಾ ವಿದ್ಯಾಲಯ ಮತ್ತು ಆಸ್ಪತ್ರೆ ಇವರ ಸಹಯೋಗದಲ್ಲಿ ಜೂನ್.22 ಶನಿವಾರ ಬೆಳಗ್ಗೆ 10 ಗಂಟೆಯಿಂದ ಸಂಜೆ 4:00 ಗಂಟೆವರೆಗೂ ಉಚಿತ ಆರೋಗ್ಯ ತಪಾಸಣಾ ಶಿಬಿರವನ್ನು ಹಮ್ಮಿಕೊಂಡಿದ್ದು ಸಾರ್ವಜನಿಕರು ಇದರ ಸದುಪಯೋಗ ಪಡೆದುಕೊಳ್ಳಬೇಕೆಂದು ಸಂಘಟನೆಯ ಅಧ್ಯಕ್ಷರಾದ ವಿಜಯ ಲಕ್ಷ್ಮಿ ಎಂ.ಆರ್ ರವರು ತಿಳಿಸಿದ್ದಾರೆ. [769, 1390, 1008, 1512]
article-solar-col5: ನಿರ್ಮಾಣದಿಂದ ರೈತರ ಜೀವನ ಮಟ್ಟ ಸುಧಾರಣೆ ಆಗಲಿದೆ.ಸೌರಶಕ್ತಿ ಘಟಕಗಳಲ್ಲಿ ಸ್ಥಳೀಯರಿಗೆ ಉದ್ಯೋಗಗಳ ಸೇರಿದಂತೆ ಸೋಲಾರ್ ವತಿಯಿಂದಲೇ ಇಲ್ಲಿನ ಶಾಲಾ ಕಾಲೇಜು ರಸ್ತೆ ಚರಂಡಿ ಹಾಗೂ ಇತರೆ ಮೂಲಭೂತ ಸಮಸ್ಯೆ ನಿವಾರಣೆ ಸಾಧ್ಯವಾಗಲಿದೆ.ರೈತರು ಸದುಪಯೋಗ ಪಡಿಸಿಕೊಳ್ಳುವಂತೆ ಸಲಹೆ ನೀಡಿದರು. ಇದೇ ವೇಳೆ ತಾ.ಜಿಲ್ಲಾ ಜನ ಮುಖಂಡ ಹನುಮಂತರಾಯಪ್ಪ ಹಾಗೂ ಈ ಭಾಗದ ರೈತರ ಜಮೀನುಗಳಿಗೆ ಹೆಚ್ಚು ಬೆಲೆ ನೀಡಿ.ಸ್ಥಳೀಯರಿಗೆ ಉದ್ಯೋಗ ನೀಡಿ ಹಾಗೂ ತಲಾ ಎಕರೆಗೆ 35ಸಾವಿರ ಧರ ನಿಗದಿಪಡಿಸುವಂತೆ ಶಾಸಕ ಹಾಗೂ ಜಿಲ್ಲಾಧಿಕಾರಿ ಒತ್ತಾಯಿಸಿದರು. ಸೋಸೈಟಿ ಪಾಠಕ ಅಶೋಕ್ ಮಾತನಾಡಿ, ರೈತರ ಸಮಸ್ಯೆ ಗಂಭೀರವಾಗಿ ಪರಿಗಣಿಸಿ ತಲಾ ಎಕರೆಗೆ 30ಸಾವಿರ ಧರ ನಿಗದಿಪಡಿಸಿ ರೈತರ ಜಮೀನು ಪಡೆದು ರೈತರ ಅನುಕೂಲತೆ ಕಲ್ಪಿಸುವಂತೆ ಶಾಸಕ ಹಾಗೂ ಜಿಲ್ಲಾಧಿಕಾರಿಗೆ ಮನವಿ ಸಲ್ಲಿಸಿದರು. ರೈತರ ಸಮಸ್ಯೆ ಹಾಗೂ ಬೇಡಿಕೆಗಳನ್ನು ಆಲಿಸಿ ಅಧಿಕಾರಿಗಳಿಗೆ ಒತ್ತಾಯಿಸಿದರು. ಇದೇ ವೇಳೆ ನಿಗದಿ ಹಿನ್ನಲೆಯಲ್ಲಿ ಅನೇಕ [1019, 1786, 1254, 2017]
bedsheet-photo-art [323, 1368, 763, 1569]
article-storm-col4: ಹೋಗುವ ರಸ್ತೆಗೆ ವಿದ್ಯುತ್ ತಂತಿಗಳ ಸಮೇತ ಅಡ್ಡಲಾಗಿ ಬಿದ್ದಿದ್ದರಿಂದ ಆ ರಸ್ತೆಯನ್ನು 'ಬಂದ್' ಮಾಡಲಾಗಿತ್ತು. ಇನ್ನೊಂದ ಪ್ರವಾಸಿ ಮಂದಿರದ ಮುಂಭಾಗದಲ್ಲಿರುವ ವಸತಿಗೃಹಗಳ ಪಕ್ಕದಲ್ಲಿದ್ದ ಮರ ವಿದ್ಯುತ್ ತಂತಿಗಳ ಮೇಲೆ ಬಿದ್ದಿದ್ದರಿಂದ ಸಮೀಪದಲ್ಲೇ ಇದ್ದ 2 ವಿದ್ಯುತ್ ಕಂಬ ಧರೆಗುರುಳಿವೆ. ಈ ಮಾರ್ಗದಲ್ಲಿ ವ್ಯಾಪಾರ ಮಾಡುತ್ತಿದ್ದ ಫುಟ್‌ಪಾತ್ ವ್ಯಾಪಾರಿಗಳು ತಕ್ಷಣ ತಮ್ಮ ಜೀವ ರಕ್ಷಣೆಗಾಗಿ ಅಂಗಡಿಗಳಿಂದ ಹೊರ ಓಡಿ ಬಂದಿದ್ದಾರೆ. ಆದರೆ ಯಾವುದೇ ರೀತಿಯ ಅನಾಹುತ ಸಂಭವಿಸಿಲ್ಲ. ಘಟನೆಯ ಸುದ್ದಿ ತಿಳಿದ ಕೂಡಲೇ ಮಹಾನಗರ ಪಾಲಿಕೆ, ಪೊಲೀಸ್ ಇಲಾಖೆ, ಬೆಸ್ಕಾಂ ಹಾಗೂ ಅರಣ್ಯ ಇಲಾಖೆಯ ಅಧಿಕಾರಿಗಳು ಸ್ಥಳಕ್ಕೆ ಧಾವಿಸಿ ಧರೆಗುರುಳಿರುವ ಮರ ಮತ್ತು ವಿದ್ಯುತ್ ಕಂಬಗಳನ್ನು ತೆರವುಗೊಳಿಸುವ ಕಾರ್ಯದಲ್ಲಿ ತೊಡಗಿದ್ದು ಕಂಡು ಬಂತು. [769, 875, 1008, 1044]
storm-photo-right [454, 874, 767, 1101]
article-health-col2: ವಿತರಿಸಿ ಲಾಯರ್ ಮಲ್ಲಿದ ಎಲ್ಲರಿಗೂ ಉಪಹಾರದ ವ್ಯವಸ್ಥೆ ಮಾಡಲಾಗಿತ್ತು. ಟ್ರಸ್ಟ್‌ನ ಗೌರವಾಧ್ಯಕ್ಷೆ ಕವಿತಾ, ಅಧ್ಯಕ್ಷ ಜಯಲಕ್ಷ್ಮಿ, ಕಾರ್ಯದರ್ಶಿ ಚಂದ್ರಕಲಾ, ಖಜಾಂಚಿ ಮಾತು ಟ್ರಸ್ಟಿಗಳಾದ ಮಂಜು ಕೆಂಪಣ್ಣ, ಸಂಪಾ, ಸಾಕಮ್ಮ, ಮಂಜಮ್ಮ, ಇತರರು, ಜರೀನಾ ತಾಜ್ ಭಾಗವಹಿಸಿದ್ದರು. [545, 1575, 762, 1650]
top-dashed-rule-lower [75, 90, 1419, 92]
rule-under-storm [75, 1292, 1012, 1293]
column-rule-health [765, 1299, 767, 1702]
article-lawyer-headline-1: ವಕೀಲ ವೃತ್ತಿ ತರಬೇತಿ : [1129, 102, 1387, 140]
storm-photo-left [75, 874, 451, 1101]
storm-photo-left-art [76, 875, 449, 1099]
article-karanth-col3: ಸಾಧ್ಯತೆ ಶಿಕ್ಷಕರಿಗಿರಬೇಕು. ಮಿಗಿಲಾದ ಸಾಹಿತಿ ಮತ್ತೊಬ್ಬನಿಲ್ಲ ಎಂದರು. ವಿವಿಯ 'ವಿ'ಯ ಹಿಂದಿನ ಅ.ಇ., 'ಎಂ.ಎಸ್.ಕೆ.ಬಿ.ಸಿ.ಡಿ' ಸಂಯೋಜಕಿ ಡಾ.ಜ್ಯೋತಿ ಪ್ರಾಸ್ತಾವಿಕ ನುಡಿಗಳನ್ನಾಡಿ ಸ್ವಾಗತಿಸಿದರು. ಪರೀಕ್ಷಾಂಗ ಕುಲಸಚಿವೆ ಪ್ರೊ.ಕೆ. ಪ್ರಸನ್ನಕುಮಾರ್, ಡಿ.ವಿ.ಜಿ. ಕನ್ನಡ ಅಧ್ಯಯನ ಕೇಂದ್ರದ ಅಧ್ಯಕ್ಷ ಪ್ರೊ. ನಿತ್ಯಾನಂದ ಬಿ.ಶೆಟ್ಟಿ ಉಪಸ್ಥಿತರಿದ್ದರು. [769, 187, 1008, 261]
